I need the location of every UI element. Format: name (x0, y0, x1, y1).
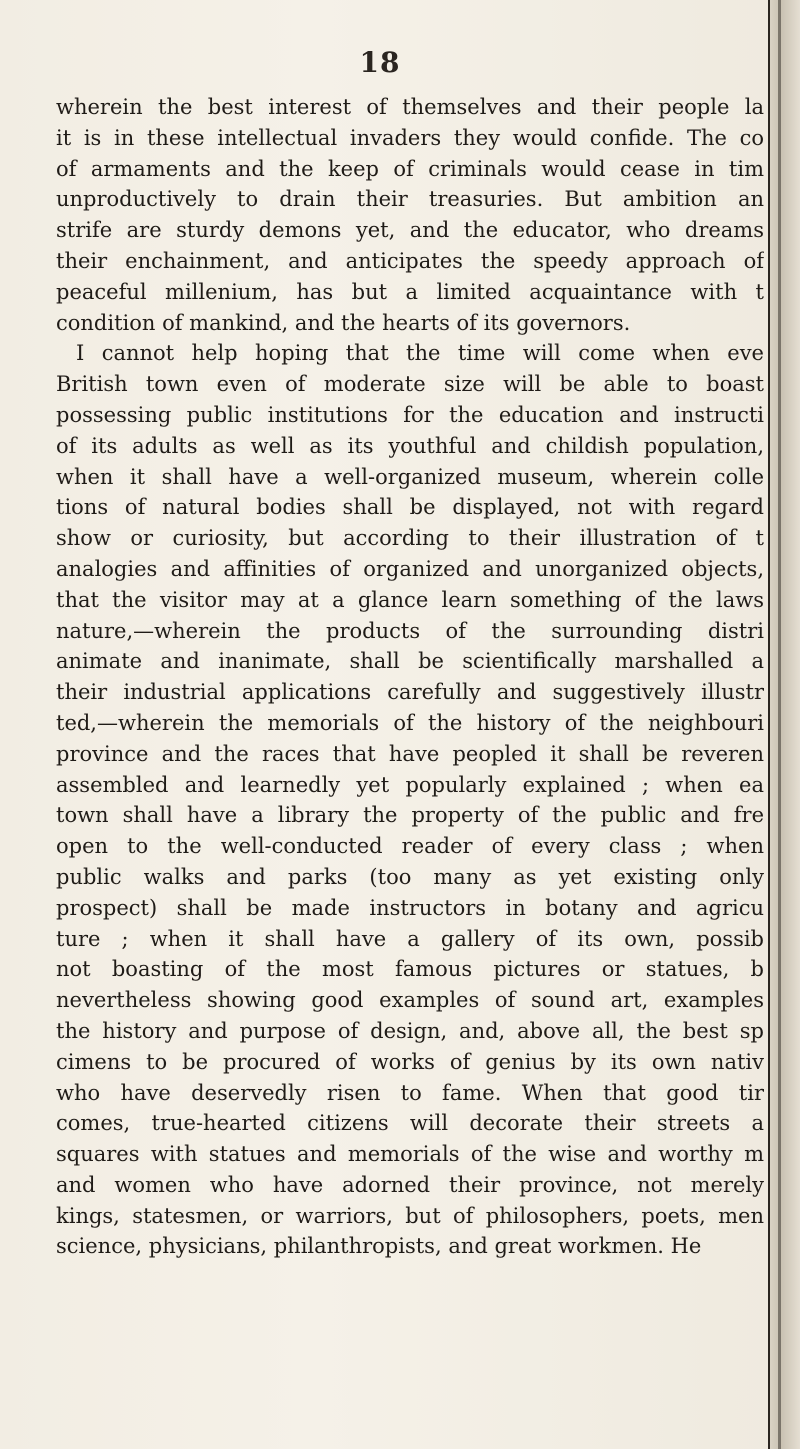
body-text (56, 92, 764, 1422)
text-line: ture ; when it shall have a gallery of its own, possib (56, 926, 764, 951)
text-line: kings, statesmen, or warriors, but of philosophers, poets, men (56, 1203, 764, 1228)
text-line: town shall have a library the property of the public and fre (56, 803, 764, 828)
text-line: unproductively to drain their treasuries. But ambition an (56, 187, 764, 212)
binding-edge (778, 0, 781, 1449)
text-line: animate and inanimate, shall be scientifically marshalled a (56, 649, 764, 674)
text-line: it is in these intellectual invaders they would confide. The co (56, 125, 764, 150)
text-line: the history and purpose of design, and, above all, the best sp (56, 1018, 764, 1043)
text-line: of armaments and the keep of criminals would cease in tim (56, 156, 764, 181)
text-line: peaceful millenium, has but a limited acquaintance with t (56, 279, 764, 304)
text-line: province and the races that have peopled it shall be reveren (56, 741, 764, 766)
text-line: strife are sturdy demons yet, and the educator, who dreams (56, 218, 764, 243)
text-line: show or curiosity, but according to their illustration of t (56, 526, 764, 551)
page-gutter (768, 0, 800, 1449)
text-line: ted,—wherein the memorials of the history of the neighbouri (56, 710, 764, 735)
text-line: of its adults as well as its youthful and childish population, (56, 433, 764, 458)
text-line: condition of mankind, and the hearts of its governors. (56, 310, 631, 335)
text-line: their enchainment, and anticipates the speedy approach of (56, 248, 764, 273)
text-line: nature,—wherein the products of the surrounding distri (56, 618, 764, 643)
text-line: wherein the best interest of themselves and their people la (56, 95, 764, 119)
text-line: analogies and affinities of organized and unorganized objects, (56, 556, 764, 581)
text-line: assembled and learnedly yet popularly explained ; when ea (56, 772, 764, 797)
text-line: open to the well-conducted reader of every class ; when (56, 834, 764, 859)
text-line: that the visitor may at a glance learn something of the laws (56, 587, 764, 612)
text-line: their industrial applications carefully and suggestively illustr (56, 680, 764, 705)
text-line: tions of natural bodies shall be displayed, not with regard (56, 495, 764, 520)
text-line: nevertheless showing good examples of sound art, examples (56, 988, 764, 1013)
text-line: who have deservedly risen to fame. When that good tir (56, 1080, 764, 1105)
text-line: British town even of moderate size will be able to boast (56, 372, 764, 397)
text-line: I cannot help hoping that the time will come when eve (76, 341, 764, 366)
text-line: and women who have adorned their province, not merely (56, 1172, 764, 1197)
text-line: comes, true-hearted citizens will decorate their streets a (56, 1111, 764, 1136)
text-line: science, physicians, philanthropists, and great workmen. He (56, 1234, 702, 1259)
text-line: prospect) shall be made instructors in botany and agricu (56, 895, 764, 920)
text-line: squares with statues and memorials of the wise and worthy m (56, 1142, 764, 1167)
text-line: cimens to be procured of works of genius by its own nativ (56, 1049, 764, 1074)
text-line: possessing public institutions for the education and instructi (56, 402, 764, 427)
text-line: not boasting of the most famous pictures or statues, b (56, 957, 764, 982)
text-line: public walks and parks (too many as yet existing only (56, 864, 764, 889)
page-number: 18 (359, 46, 401, 79)
text-line: when it shall have a well-organized museum, wherein colle (56, 464, 764, 489)
